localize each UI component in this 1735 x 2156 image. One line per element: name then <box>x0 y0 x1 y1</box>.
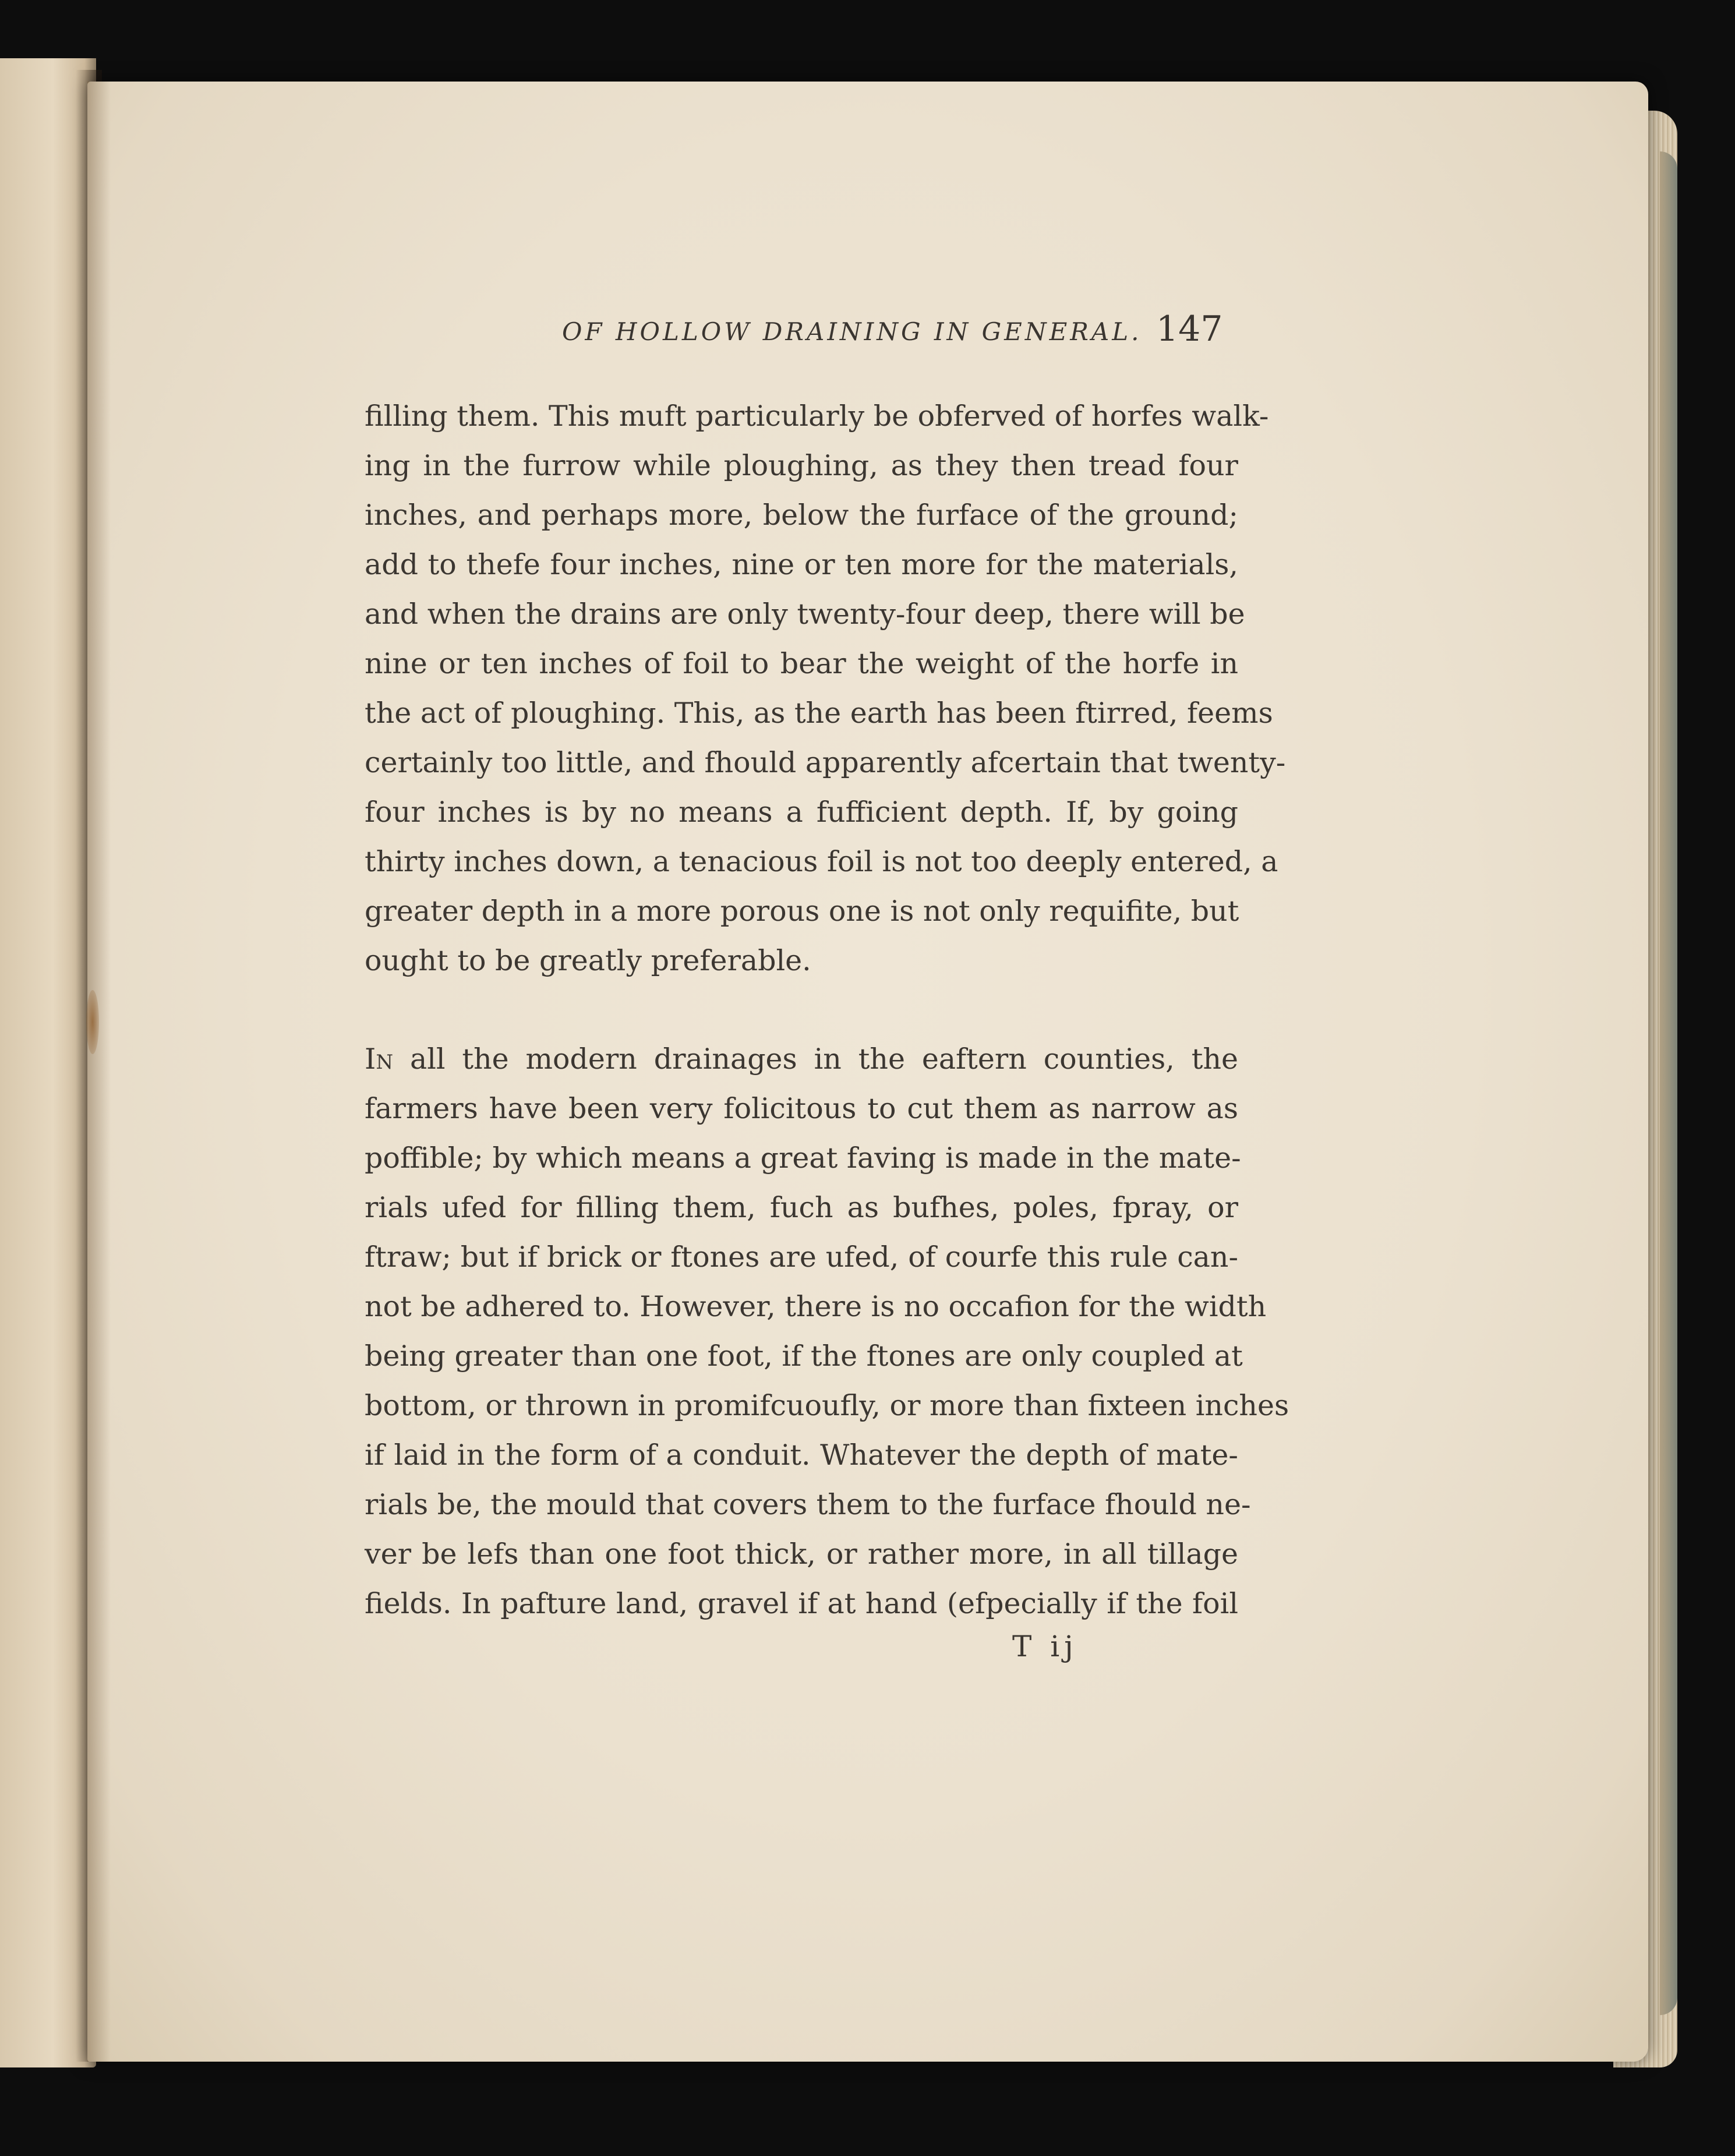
text-line: rials be, the mould that covers them to the furface fhould ne- <box>365 1488 1251 1521</box>
text-line: rials ufed for filling them, fuch as bufhes, poles, fpray, or <box>365 1191 1238 1224</box>
text-line: bottom, or thrown in promifcuoufly, or more than fixteen inches <box>365 1389 1289 1422</box>
text-line: if laid in the form of a conduit. Whatever the depth of mate- <box>365 1438 1238 1472</box>
text-line: fields. In pafture land, gravel if at hand (efpecially if the foil <box>365 1587 1238 1620</box>
text-line: being greater than one foot, if the ftones are only coupled at <box>365 1339 1243 1373</box>
gutter-shadow <box>87 82 111 2062</box>
foxing-stain <box>86 990 99 1054</box>
text-line: certainly too little, and fhould apparently afcertain that twenty- <box>365 746 1286 779</box>
text-line: the act of ploughing. This, as the earth has been ftirred, feems <box>365 697 1273 730</box>
text-line: nine or ten inches of foil to bear the weight of the horfe in <box>365 647 1238 680</box>
text-line: inches, and perhaps more, below the furface of the ground; <box>365 499 1238 532</box>
text-line: poffible; by which means a great faving is made in the mate- <box>365 1141 1241 1175</box>
text-line: greater depth in a more porous one is not only requifite, but <box>365 895 1239 928</box>
text-line: not be adhered to. However, there is no occafion for the width <box>365 1290 1267 1323</box>
signature-mark: T ij <box>1012 1630 1078 1663</box>
first-line-text: all the modern drainages in the eaftern counties, the <box>393 1042 1238 1076</box>
text-line: ought to be greatly preferable. <box>365 944 811 977</box>
text-line: ing in the furrow while ploughing, as they then tread four <box>365 449 1238 482</box>
text-line: ver be lefs than one foot thick, or rather more, in all tillage <box>365 1538 1238 1571</box>
text-line: farmers have been very folicitous to cut them as narrow as <box>365 1092 1238 1125</box>
text-line: filling them. This muft particularly be obferved of horfes walk- <box>365 400 1269 433</box>
text-line-first <box>365 1034 1238 1084</box>
text-line: ftraw; but if brick or ftones are ufed, of courfe this rule can- <box>365 1240 1238 1274</box>
text-line: thirty inches down, a tenacious foil is not too deeply entered, a <box>365 845 1278 878</box>
text-line: and when the drains are only twenty-four deep, there will be <box>365 598 1245 631</box>
cover-edge <box>1660 151 1677 2015</box>
text-line: add to thefe four inches, nine or ten more for the materials, <box>365 548 1238 581</box>
initial-word: In <box>365 1042 394 1076</box>
paragraph-1 <box>365 391 1286 985</box>
page-number: 147 <box>1156 309 1223 349</box>
paragraph-2 <box>365 1034 1289 1628</box>
running-header: OF HOLLOW DRAINING IN GENERAL. <box>562 317 1142 346</box>
text-line: four inches is by no means a fufficient depth. If, by going <box>365 796 1238 829</box>
